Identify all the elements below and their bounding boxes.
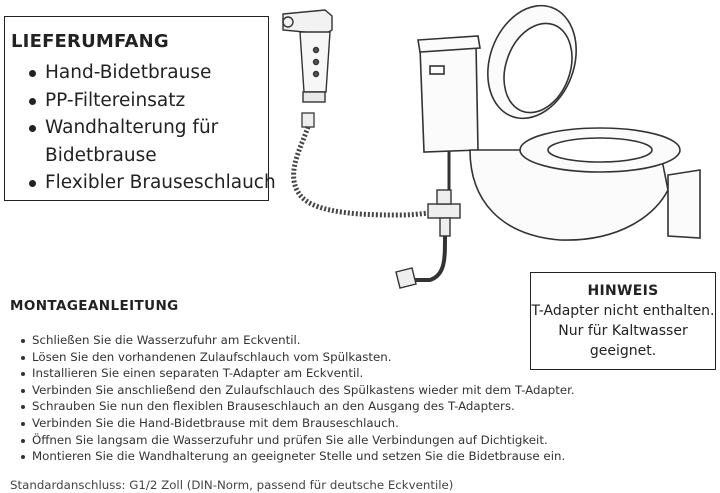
bullet-icon	[29, 98, 36, 105]
bullet-icon	[21, 389, 25, 393]
bullet-icon	[21, 339, 25, 343]
bullet-icon	[29, 125, 36, 132]
list-item: PP-Filtereinsatz	[5, 87, 276, 115]
note-line: Nur für Kaltwasser	[558, 323, 688, 339]
list-item: Hand-Bidetbrause	[5, 59, 276, 87]
note-title: HINWEIS	[587, 283, 659, 299]
bullet-icon	[21, 356, 25, 360]
note-line: T-Adapter nicht enthalten.	[531, 303, 715, 319]
bullet-icon	[21, 422, 25, 426]
standard-connection-note: Standardanschluss: G1/2 Zoll (DIN-Norm, passend für deutsche Eckventile)	[10, 478, 454, 492]
list-item: Schrauben Sie nun den flexiblen Brauseschlauch an den Ausgang des T-Adapters.	[0, 398, 575, 415]
instructions-list	[0, 332, 575, 465]
scope-list	[5, 59, 276, 197]
list-item: Verbinden Sie anschließend den Zulaufschlauch des Spülkastens wieder mit dem T-Adapter.	[0, 382, 575, 399]
list-item: Installieren Sie einen separaten T-Adapter am Eckventil.	[0, 365, 575, 382]
list-item: Verbinden Sie die Hand-Bidetbrause mit dem Brauseschlauch.	[0, 415, 575, 432]
bullet-icon	[21, 455, 25, 459]
bullet-icon	[21, 372, 25, 376]
list-item: Wandhalterung für Bidetbrause	[5, 114, 276, 169]
shower-hose-icon	[294, 113, 428, 215]
list-item: Schließen Sie die Wasserzufuhr am Eckventil.	[0, 332, 575, 349]
bullet-icon	[21, 405, 25, 409]
note-line: geeignet.	[589, 343, 657, 359]
bullet-icon	[29, 180, 36, 187]
instructions-title: MONTAGEANLEITUNG	[10, 298, 179, 314]
scope-of-delivery-box	[4, 16, 276, 201]
bidet-sprayer-icon	[283, 10, 332, 102]
scope-title: LIEFERUMFANG	[11, 31, 169, 52]
t-adapter-icon	[396, 150, 460, 288]
bullet-icon	[21, 439, 25, 443]
list-item: Montieren Sie die Wandhalterung an geeigneter Stelle und setzen Sie die Bidetbrause ein.	[0, 448, 575, 465]
list-item: Lösen Sie den vorhandenen Zulaufschlauch vom Spülkasten.	[0, 349, 575, 366]
list-item: Flexibler Brauseschlauch	[5, 169, 276, 197]
list-item: Öffnen Sie langsam die Wasserzufuhr und prüfen Sie alle Verbindungen auf Dichtigkeit.	[0, 432, 575, 449]
bullet-icon	[29, 70, 36, 77]
